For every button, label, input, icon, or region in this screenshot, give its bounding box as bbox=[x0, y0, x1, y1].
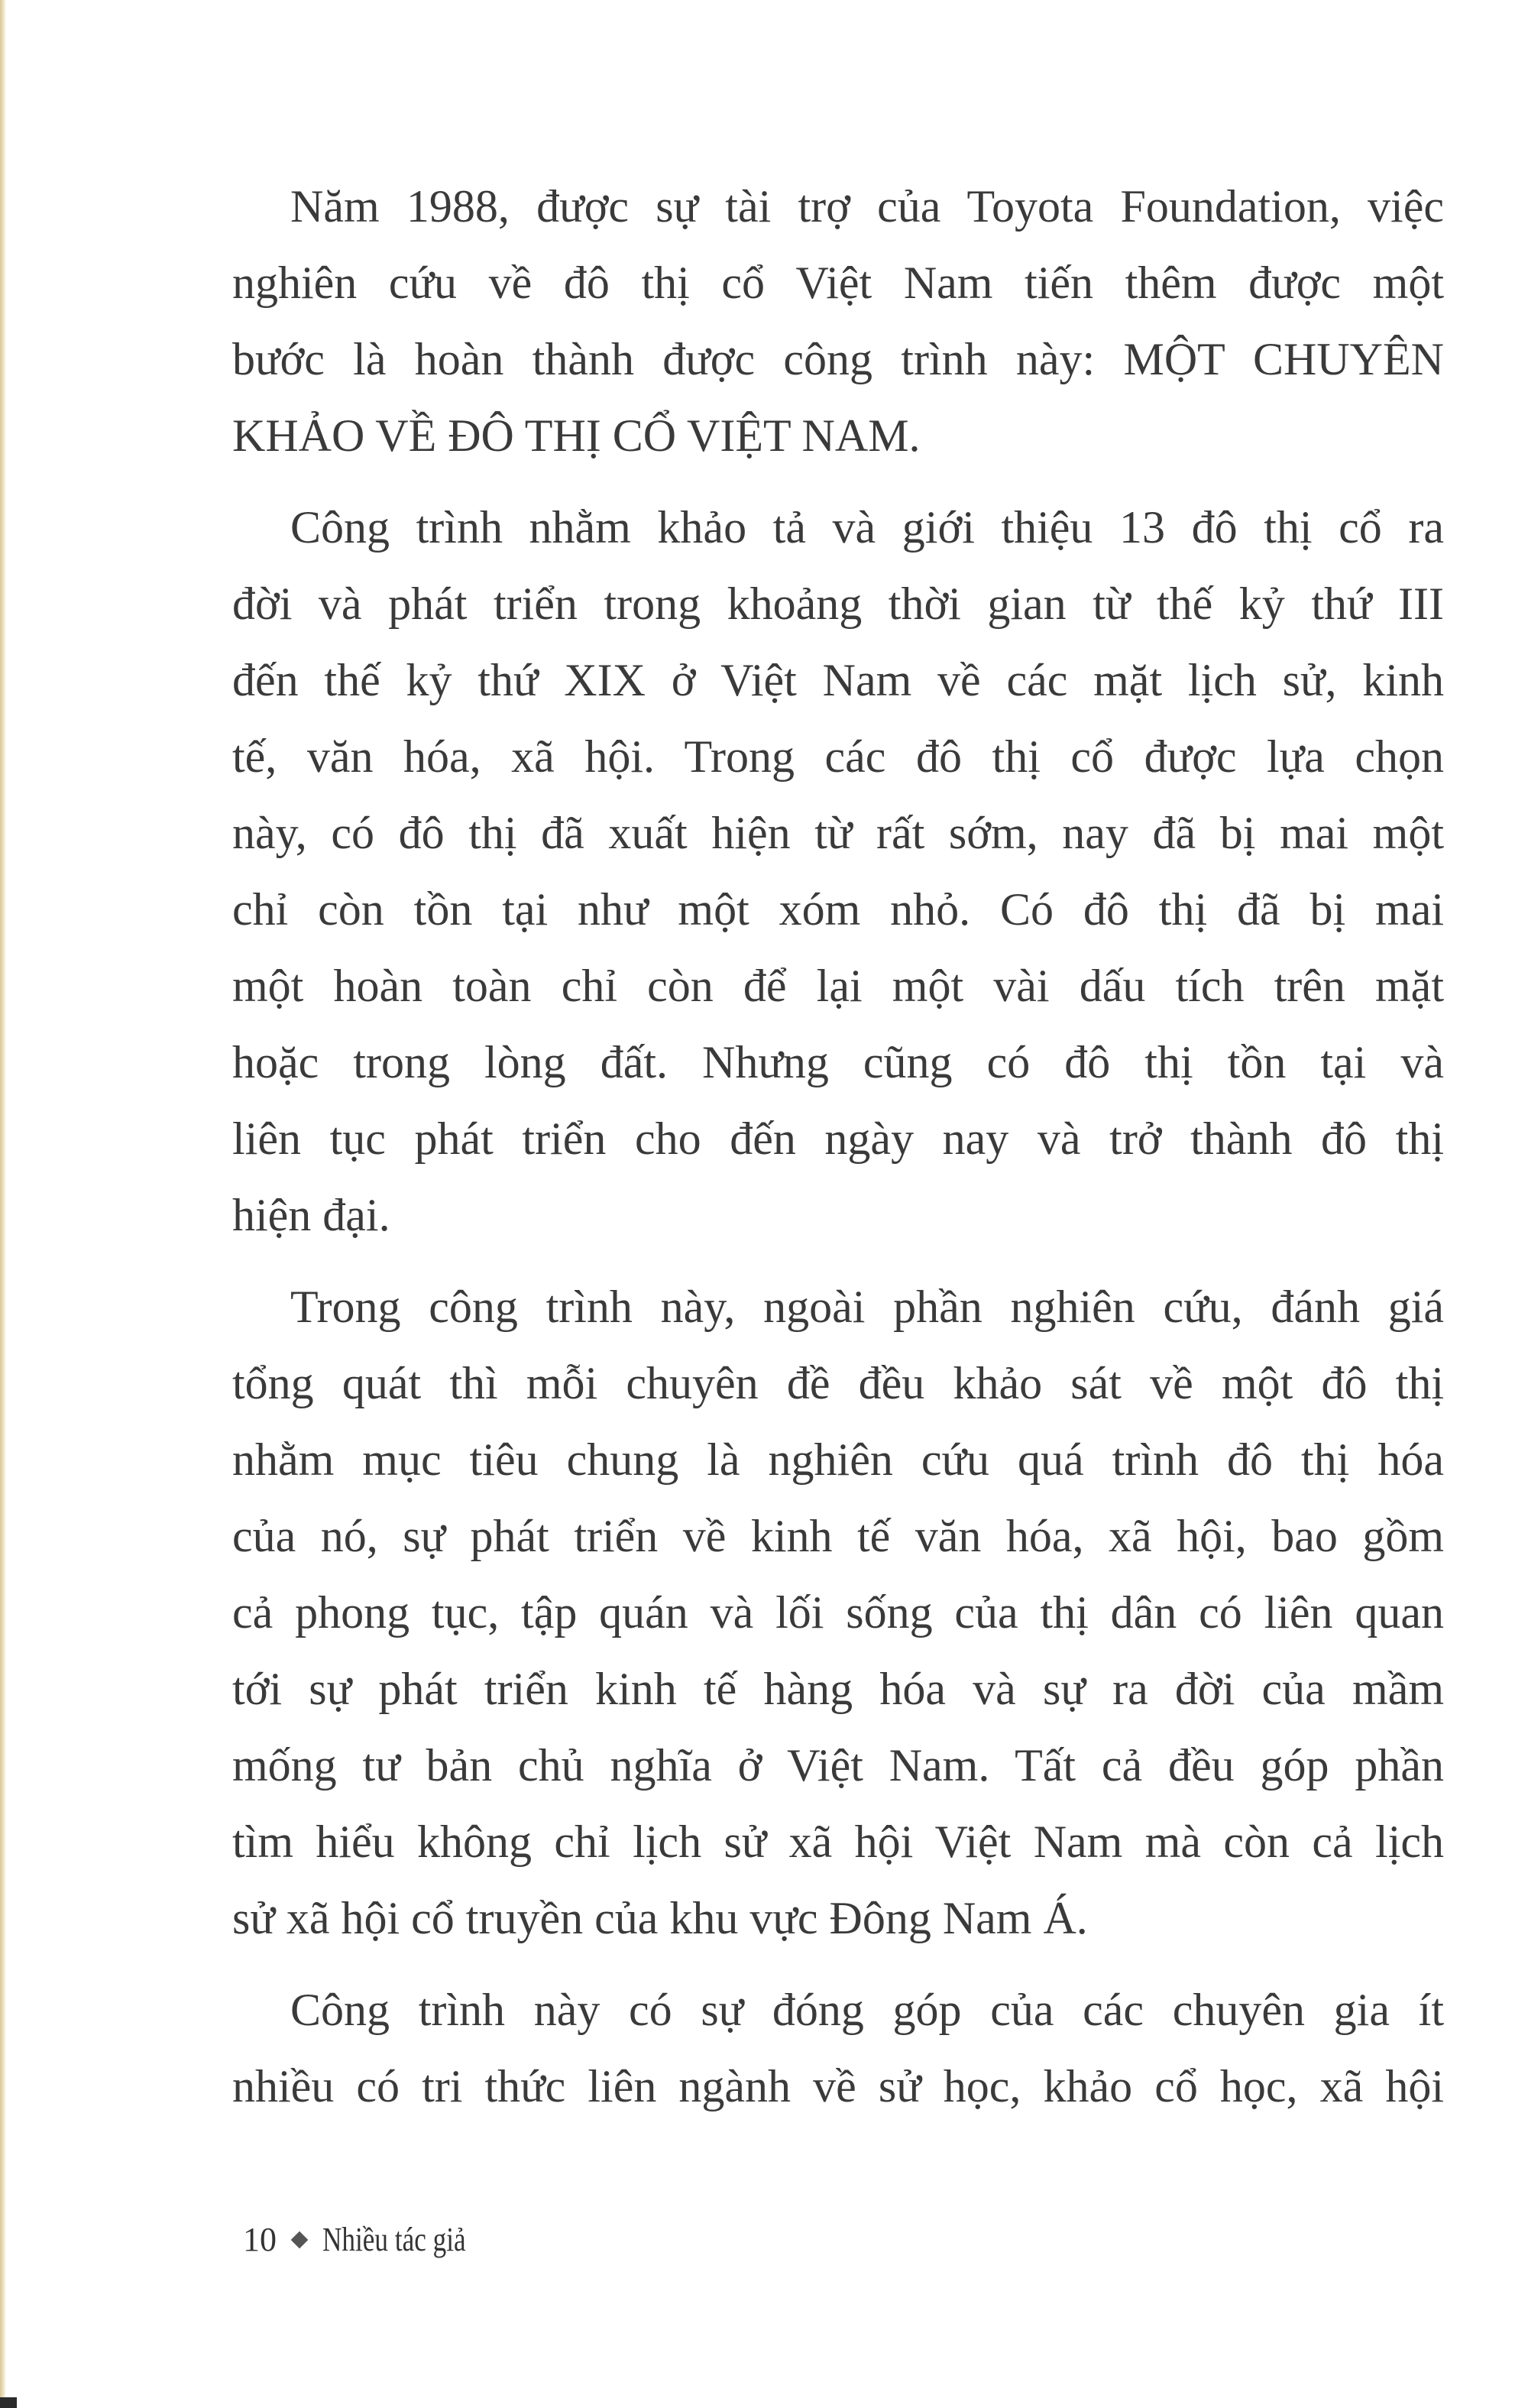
text-line: cả phong tục, tập quán và lối sống của thị dân có liên quan bbox=[232, 1587, 1444, 1638]
text-line: KHẢO VỀ ĐÔ THỊ CỔ VIỆT NAM. bbox=[232, 410, 921, 461]
page-footer bbox=[243, 2220, 502, 2259]
diamond-separator-icon bbox=[291, 2231, 309, 2248]
text-line: mống tư bản chủ nghĩa ở Việt Nam. Tất cả đều góp phần bbox=[232, 1740, 1444, 1791]
text-line: hoặc trong lòng đất. Nhưng cũng có đô thị tồn tại và bbox=[232, 1037, 1444, 1087]
paragraph bbox=[232, 168, 1444, 474]
text-line: của nó, sự phát triển về kinh tế văn hóa, xã hội, bao gồm bbox=[232, 1511, 1444, 1561]
body-text bbox=[232, 168, 1444, 2124]
scan-corner-mark bbox=[0, 2397, 17, 2408]
text-line: đến thế kỷ thứ XIX ở Việt Nam về các mặt lịch sử, kinh bbox=[232, 655, 1444, 705]
text-line: hiện đại. bbox=[232, 1190, 390, 1240]
text-line: tìm hiểu không chỉ lịch sử xã hội Việt Nam mà còn cả lịch bbox=[232, 1817, 1444, 1867]
text-line: một hoàn toàn chỉ còn để lại một vài dấu tích trên mặt bbox=[232, 961, 1444, 1011]
text-line: tới sự phát triển kinh tế hàng hóa và sự ra đời của mầm bbox=[232, 1664, 1444, 1714]
text-line: này, có đô thị đã xuất hiện từ rất sớm, nay đã bị mai một bbox=[232, 808, 1444, 858]
paragraph bbox=[232, 1972, 1444, 2124]
footer-author: Nhiều tác giả bbox=[322, 2221, 466, 2258]
text-line: bước là hoàn thành được công trình này: MỘT CHUYÊN bbox=[232, 334, 1444, 384]
text-line: sử xã hội cổ truyền của khu vực Đông Nam Á. bbox=[232, 1893, 1088, 1943]
paragraph bbox=[232, 1269, 1444, 1956]
text-line: tế, văn hóa, xã hội. Trong các đô thị cổ được lựa chọn bbox=[232, 731, 1444, 782]
text-line: Năm 1988, được sự tài trợ của Toyota Foundation, việc bbox=[290, 181, 1444, 232]
text-line: chỉ còn tồn tại như một xóm nhỏ. Có đô thị đã bị mai bbox=[232, 884, 1444, 935]
text-line: tổng quát thì mỗi chuyên đề đều khảo sát về một đô thị bbox=[232, 1358, 1444, 1408]
page-edge bbox=[0, 0, 6, 2408]
text-line: đời và phát triển trong khoảng thời gian từ thế kỷ thứ III bbox=[232, 579, 1444, 629]
text-line: liên tục phát triển cho đến ngày nay và trở thành đô thị bbox=[232, 1113, 1444, 1164]
text-line: nghiên cứu về đô thị cổ Việt Nam tiến thêm được một bbox=[232, 258, 1444, 308]
text-line: Công trình nhằm khảo tả và giới thiệu 13 đô thị cổ ra bbox=[290, 502, 1444, 553]
text-line: Công trình này có sự đóng góp của các chuyên gia ít bbox=[290, 1985, 1444, 2035]
page-number: 10 bbox=[243, 2221, 277, 2258]
text-line: nhiều có tri thức liên ngành về sử học, khảo cổ học, xã hội bbox=[232, 2061, 1444, 2111]
text-line: nhằm mục tiêu chung là nghiên cứu quá trình đô thị hóa bbox=[232, 1434, 1444, 1485]
paragraph bbox=[232, 489, 1444, 1253]
text-line: Trong công trình này, ngoài phần nghiên cứu, đánh giá bbox=[290, 1282, 1444, 1332]
